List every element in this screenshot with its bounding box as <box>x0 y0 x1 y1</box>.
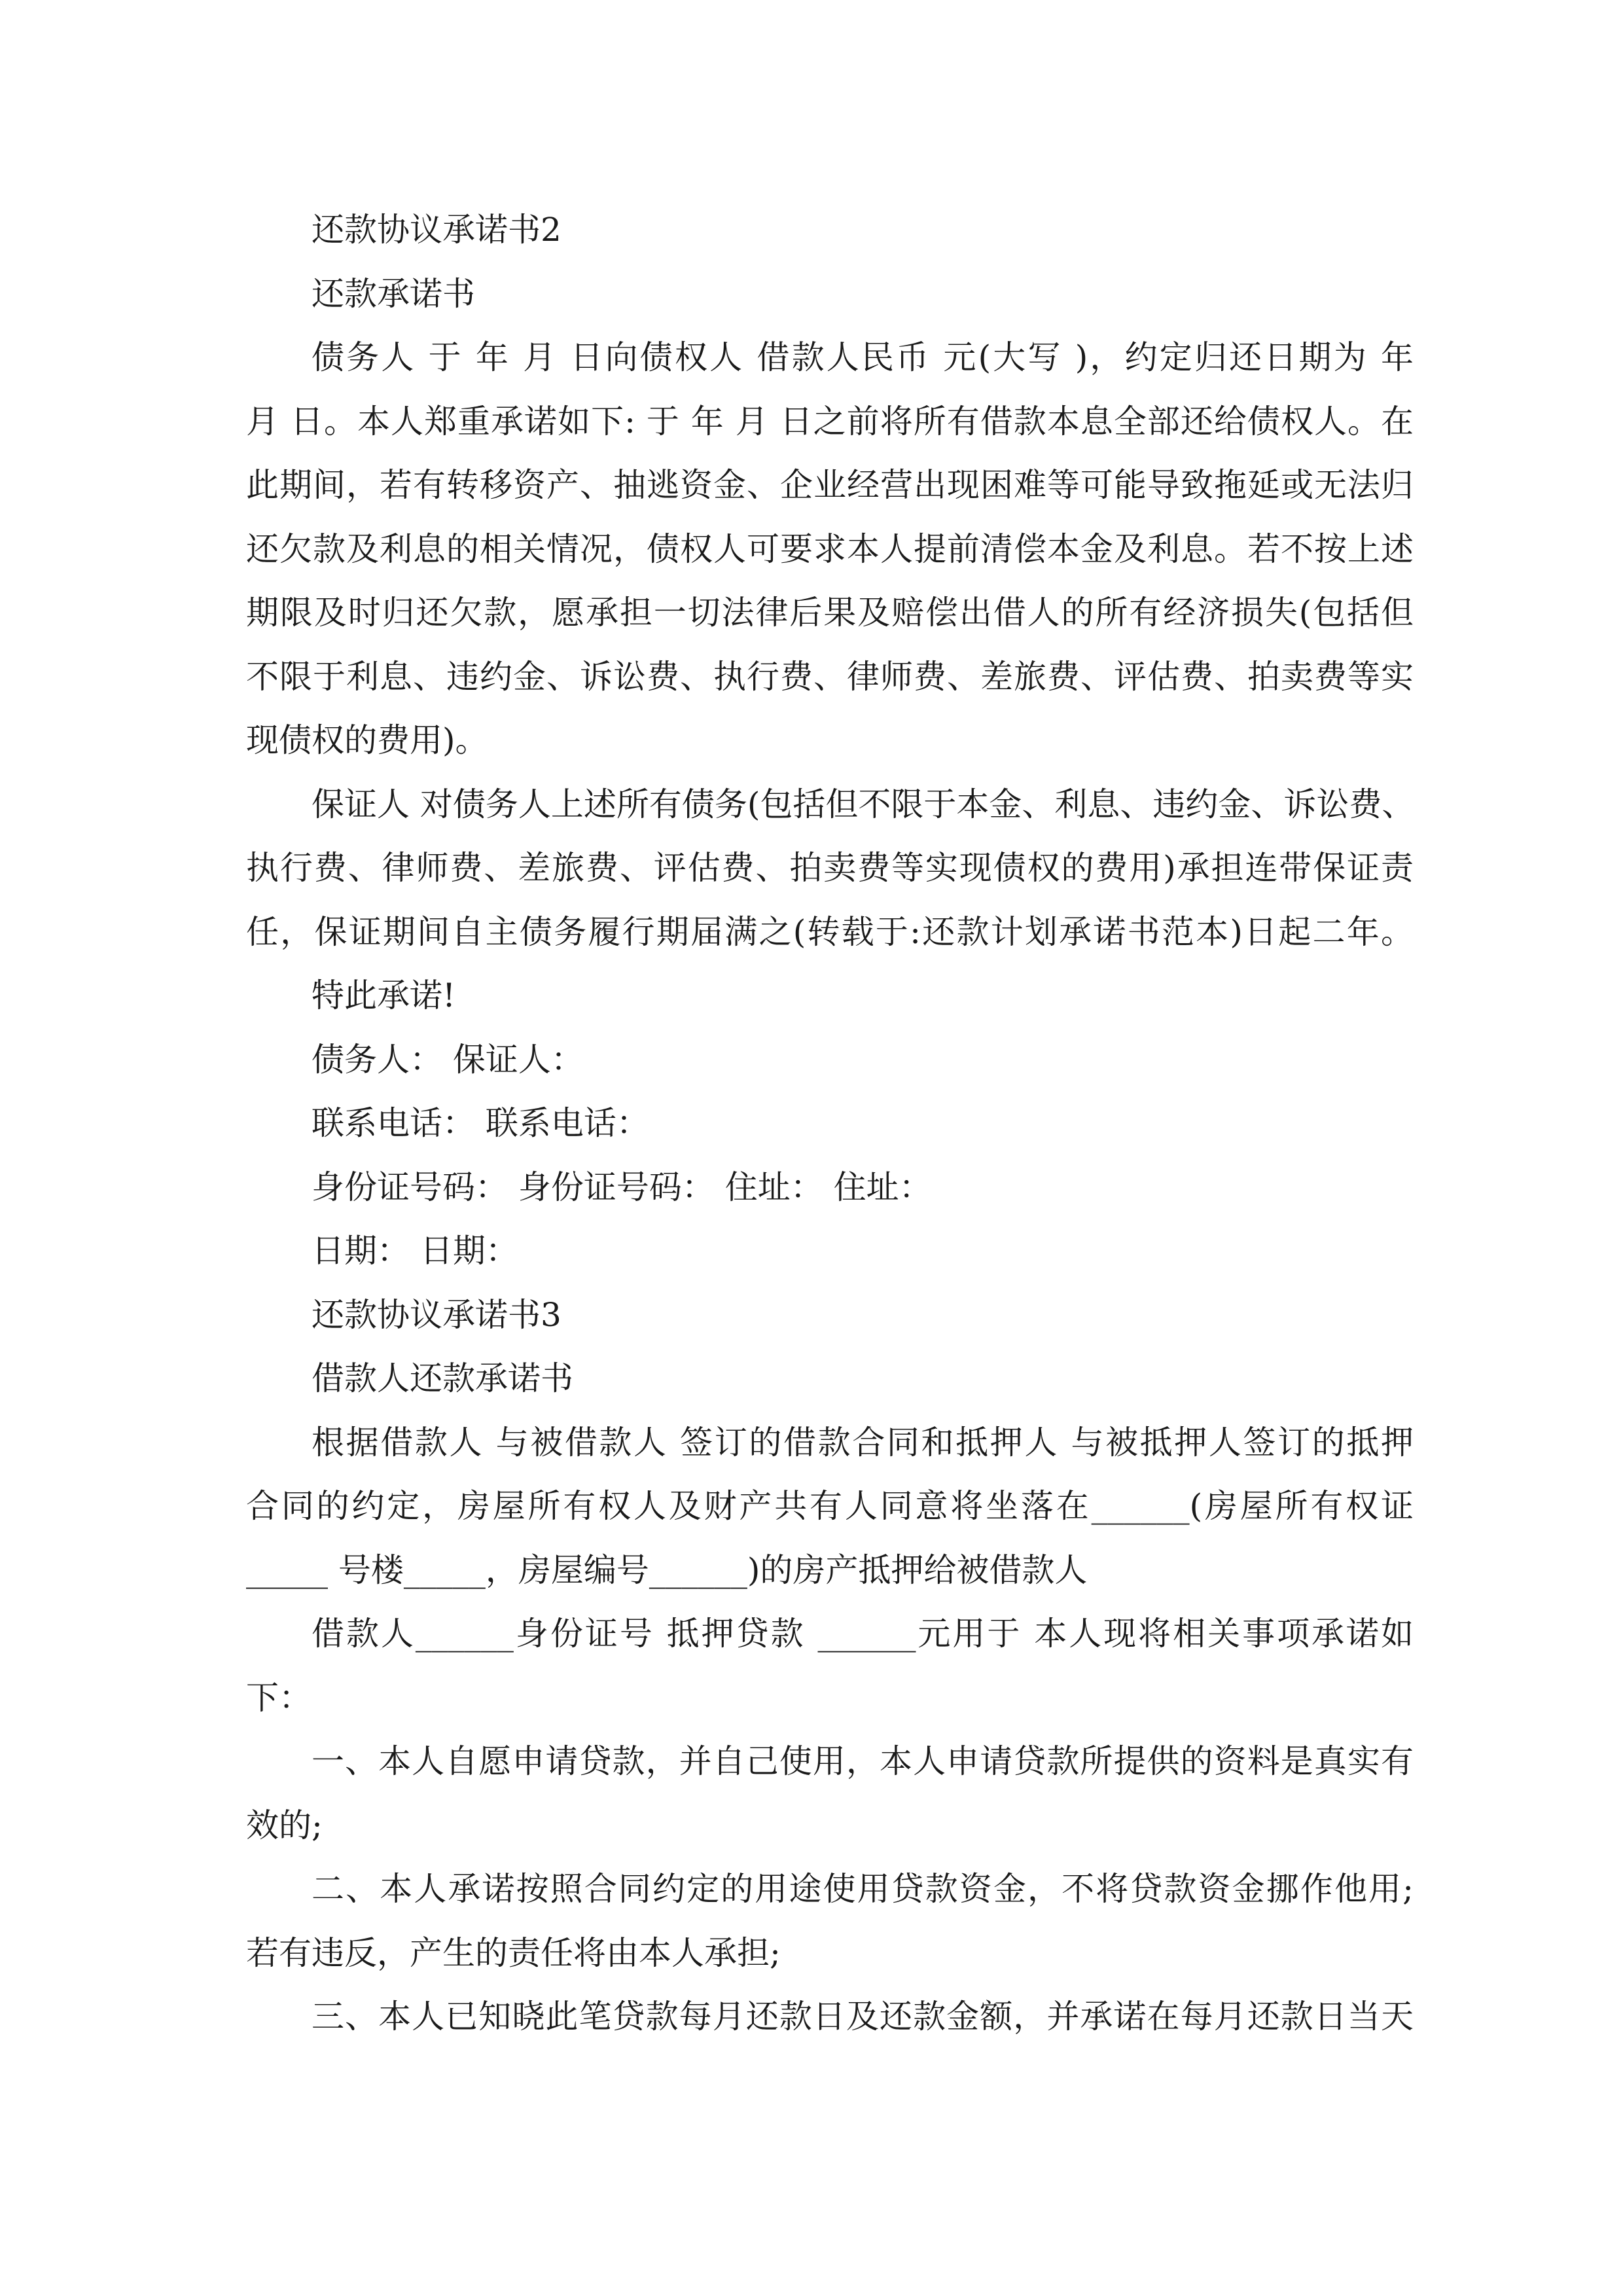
text-line: 三、本人已知晓此笔贷款每月还款日及还款金额，并承诺在每月还款日当天 <box>312 1998 1414 2036</box>
text-line: 不限于利息、违约金、诉讼费、执行费、律师费、差旅费、评估费、拍卖费等实 <box>246 657 1414 696</box>
text-line: 一、本人自愿申请贷款，并自己使用，本人申请贷款所提供的资料是真实有 <box>312 1742 1414 1780</box>
text-line: 下： <box>246 1678 312 1717</box>
text-line: 联系电话： 联系电话： <box>312 1104 649 1142</box>
text-line: 月 日。本人郑重承诺如下: 于 年 月 日之前将所有借款本息全部还给债权人。在 <box>246 402 1414 440</box>
text-line: 借款人______身份证号 抵押贷款 ______元用于 本人现将相关事项承诺如 <box>312 1615 1414 1653</box>
text-line: 若有违反，产生的责任将由本人承担; <box>246 1933 781 1972</box>
text-line: 执行费、律师费、差旅费、评估费、拍卖费等实现债权的费用)承担连带保证责 <box>246 849 1414 887</box>
text-line: 身份证号码： 身份证号码： 住址： 住址： <box>312 1168 932 1206</box>
text-line: 保证人 对债务人上述所有债务(包括但不限于本金、利息、违约金、诉讼费、 <box>312 785 1415 823</box>
text-line: 特此承诺! <box>312 977 456 1014</box>
text-line: 还款承诺书 <box>312 274 475 313</box>
text-line: 债务人： 保证人： <box>312 1040 584 1079</box>
text-line: 债务人 于 年 月 日向债权人 借款人民币 元(大写 )，约定归还日期为 年 <box>312 338 1414 376</box>
text-line: 二、本人承诺按照合同约定的用途使用贷款资金，不将贷款资金挪作他用; <box>312 1870 1414 1908</box>
text-line: 还欠款及利息的相关情况，债权人可要求本人提前清偿本金及利息。若不按上述 <box>246 529 1414 568</box>
text-line: 任，保证期间自主债务履行期届满之(转载于:还款计划承诺书范本)日起二年。 <box>246 912 1414 951</box>
text-line: 期限及时归还欠款，愿承担一切法律后果及赔偿出借人的所有经济损失(包括但 <box>246 594 1414 632</box>
text-line: 还款协议承诺书2 <box>312 211 562 249</box>
text-line: 现债权的费用)。 <box>246 721 488 759</box>
text-line: 根据借款人 与被借款人 签订的借款合同和抵押人 与被抵押人签订的抵押 <box>312 1423 1414 1462</box>
text-line: 还款协议承诺书3 <box>312 1295 562 1334</box>
text-line: 合同的约定，房屋所有权人及财产共有人同意将坐落在______(房屋所有权证 <box>246 1487 1414 1525</box>
text-line: 效的; <box>246 1806 323 1844</box>
text-line: 此期间，若有转移资产、抽逃资金、企业经营出现困难等可能导致拖延或无法归 <box>246 466 1414 504</box>
text-line: 日期： 日期： <box>312 1232 518 1270</box>
text-line: _____ 号楼_____，房屋编号______)的房产抵押给被借款人 <box>246 1551 1088 1589</box>
text-line: 借款人还款承诺书 <box>312 1359 573 1397</box>
